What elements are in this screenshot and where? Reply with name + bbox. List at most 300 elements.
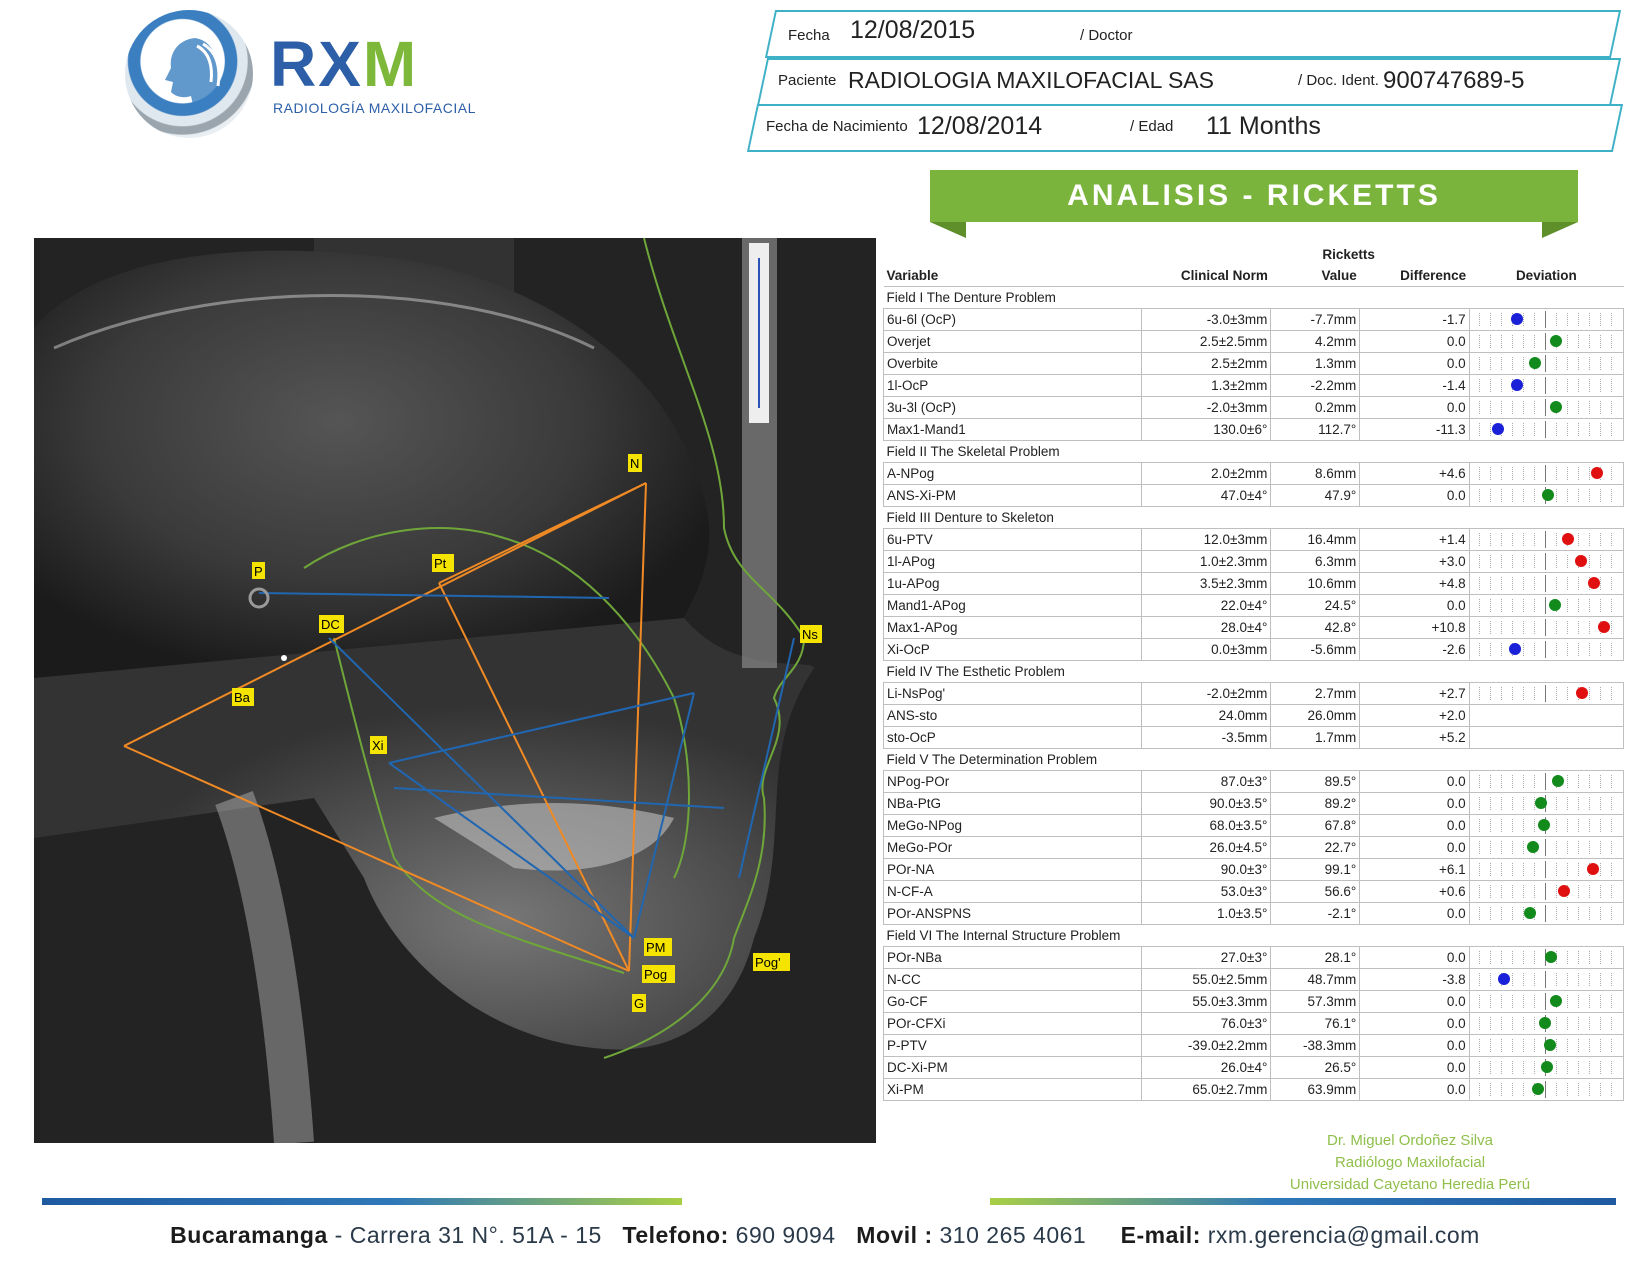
- deviation-tick: [1578, 489, 1579, 502]
- deviation-tick: [1578, 335, 1579, 348]
- value-cell: 76.1°: [1271, 1013, 1360, 1035]
- norm-cell: 90.0±3.5°: [1141, 793, 1271, 815]
- deviation-tick: [1512, 555, 1513, 568]
- deviation-tick: [1512, 687, 1513, 700]
- landmark-pt: Pt: [434, 556, 447, 571]
- value-cell: 56.6°: [1271, 881, 1360, 903]
- deviation-tick: [1534, 577, 1535, 590]
- column-header: Difference: [1400, 268, 1467, 283]
- deviation-tick: [1523, 423, 1524, 436]
- deviation-tick: [1567, 401, 1568, 414]
- edad-label: / Edad: [1130, 118, 1174, 135]
- banner-fold-right: [1542, 222, 1578, 238]
- table-row: [884, 903, 1624, 925]
- difference-cell: 0.0: [1360, 595, 1469, 617]
- difference-cell: 0.0: [1360, 771, 1469, 793]
- deviation-tick: [1501, 1083, 1502, 1096]
- footer-tel-label: Telefono:: [622, 1222, 729, 1248]
- norm-cell: 55.0±3.3mm: [1141, 991, 1271, 1013]
- deviation-tick: [1512, 841, 1513, 854]
- norm-cell: 55.0±2.5mm: [1141, 969, 1271, 991]
- deviation-tick: [1490, 379, 1491, 392]
- deviation-tick: [1534, 643, 1535, 656]
- deviation-tick: [1556, 555, 1557, 568]
- deviation-cell: [1469, 727, 1623, 749]
- landmark-pm: PM: [646, 940, 666, 955]
- footer-contact: [0, 1222, 1650, 1249]
- deviation-tick: [1611, 1061, 1612, 1074]
- deviation-tick: [1589, 489, 1590, 502]
- column-header: Variable: [886, 268, 939, 283]
- footer-address: - Carrera 31 N°. 51A - 15: [334, 1222, 602, 1248]
- norm-cell: 68.0±3.5°: [1141, 815, 1271, 837]
- deviation-tick: [1600, 841, 1601, 854]
- deviation-tick: [1501, 885, 1502, 898]
- norm-cell: 26.0±4°: [1141, 1057, 1271, 1079]
- deviation-tick: [1578, 797, 1579, 810]
- footer-email-label: E-mail:: [1120, 1222, 1201, 1248]
- table-row: [884, 463, 1624, 485]
- deviation-tick: [1512, 1061, 1513, 1074]
- deviation-tick: [1600, 423, 1601, 436]
- deviation-tick: [1567, 819, 1568, 832]
- norm-cell: 2.5±2.5mm: [1141, 331, 1271, 353]
- deviation-tick: [1490, 621, 1491, 634]
- deviation-tick: [1611, 577, 1612, 590]
- section-row: [884, 661, 1624, 683]
- norm-cell: 27.0±3°: [1141, 947, 1271, 969]
- deviation-tick: [1479, 775, 1480, 788]
- deviation-tick: [1589, 467, 1590, 480]
- deviation-tick: [1556, 357, 1557, 370]
- variable-cell: POr-CFXi: [884, 1013, 1142, 1035]
- value-cell: -5.6mm: [1271, 639, 1360, 661]
- variable-cell: Max1-Mand1: [884, 419, 1142, 441]
- deviation-cell: [1469, 529, 1623, 551]
- docident-label: / Doc. Ident.: [1298, 72, 1379, 89]
- deviation-tick: [1611, 995, 1612, 1008]
- deviation-dot: [1549, 599, 1561, 611]
- deviation-tick: [1523, 599, 1524, 612]
- table-row: [884, 617, 1624, 639]
- deviation-tick: [1600, 379, 1601, 392]
- landmark-p: P: [254, 564, 263, 579]
- deviation-tick: [1600, 995, 1601, 1008]
- deviation-dot: [1542, 489, 1554, 501]
- deviation-tick: [1534, 1061, 1535, 1074]
- deviation-tick: [1578, 577, 1579, 590]
- deviation-tick: [1578, 1039, 1579, 1052]
- deviation-tick: [1556, 533, 1557, 546]
- deviation-tick: [1589, 599, 1590, 612]
- deviation-tick: [1567, 995, 1568, 1008]
- deviation-tick: [1501, 489, 1502, 502]
- deviation-tick: [1490, 467, 1491, 480]
- deviation-tick: [1501, 907, 1502, 920]
- table-row: [884, 485, 1624, 507]
- deviation-tick: [1600, 1017, 1601, 1030]
- deviation-tick: [1479, 577, 1480, 590]
- deviation-tick: [1600, 335, 1601, 348]
- deviation-tick: [1512, 995, 1513, 1008]
- variable-cell: NPog-POr: [884, 771, 1142, 793]
- deviation-tick: [1567, 621, 1568, 634]
- deviation-tick: [1523, 687, 1524, 700]
- deviation-tick: [1589, 775, 1590, 788]
- deviation-tick: [1556, 379, 1557, 392]
- variable-cell: 6u-6l (OcP): [884, 309, 1142, 331]
- deviation-tick: [1490, 863, 1491, 876]
- table-row: [884, 595, 1624, 617]
- deviation-center-line: [1545, 377, 1546, 394]
- deviation-tick: [1578, 885, 1579, 898]
- deviation-tick: [1567, 775, 1568, 788]
- deviation-tick: [1534, 973, 1535, 986]
- deviation-tick: [1523, 885, 1524, 898]
- landmark-n: N: [630, 456, 640, 471]
- deviation-cell: [1469, 309, 1623, 331]
- deviation-tick: [1611, 489, 1612, 502]
- deviation-tick: [1534, 621, 1535, 634]
- deviation-tick: [1523, 951, 1524, 964]
- deviation-cell: [1469, 1035, 1623, 1057]
- deviation-tick: [1600, 401, 1601, 414]
- deviation-dot: [1562, 533, 1574, 545]
- deviation-cell: [1469, 595, 1623, 617]
- value-cell: 26.0mm: [1271, 705, 1360, 727]
- deviation-tick: [1490, 885, 1491, 898]
- deviation-tick: [1490, 819, 1491, 832]
- deviation-tick: [1512, 423, 1513, 436]
- difference-cell: 0.0: [1360, 1079, 1469, 1101]
- deviation-tick: [1479, 819, 1480, 832]
- section-row: [884, 507, 1624, 529]
- deviation-tick: [1534, 819, 1535, 832]
- landmark-ba: Ba: [234, 690, 250, 705]
- analysis-title: ANALISIS - RICKETTS: [930, 170, 1578, 222]
- deviation-tick: [1567, 599, 1568, 612]
- landmark-dc: DC: [321, 617, 340, 632]
- norm-cell: 47.0±4°: [1141, 485, 1271, 507]
- difference-cell: -1.4: [1360, 375, 1469, 397]
- landmark-ns: Ns: [802, 627, 818, 642]
- deviation-tick: [1479, 379, 1480, 392]
- deviation-tick: [1479, 621, 1480, 634]
- deviation-cell: [1469, 1057, 1623, 1079]
- deviation-tick: [1534, 885, 1535, 898]
- deviation-tick: [1556, 863, 1557, 876]
- deviation-tick: [1479, 467, 1480, 480]
- difference-cell: 0.0: [1360, 1013, 1469, 1035]
- deviation-tick: [1479, 335, 1480, 348]
- difference-cell: 0.0: [1360, 947, 1469, 969]
- deviation-tick: [1611, 555, 1612, 568]
- deviation-tick: [1534, 555, 1535, 568]
- value-cell: 24.5°: [1271, 595, 1360, 617]
- difference-cell: +5.2: [1360, 727, 1469, 749]
- deviation-dot: [1498, 973, 1510, 985]
- norm-cell: 130.0±6°: [1141, 419, 1271, 441]
- deviation-tick: [1578, 841, 1579, 854]
- paciente-value: RADIOLOGIA MAXILOFACIAL SAS: [848, 67, 1214, 93]
- table-column-header-row: [884, 265, 1624, 287]
- deviation-tick: [1501, 555, 1502, 568]
- deviation-tick: [1490, 797, 1491, 810]
- deviation-tick: [1534, 489, 1535, 502]
- deviation-center-line: [1545, 399, 1546, 416]
- value-cell: 6.3mm: [1271, 551, 1360, 573]
- value-cell: 1.3mm: [1271, 353, 1360, 375]
- cephalometric-xray: [34, 238, 876, 1143]
- deviation-dot: [1511, 379, 1523, 391]
- deviation-tick: [1556, 423, 1557, 436]
- deviation-cell: [1469, 969, 1623, 991]
- deviation-tick: [1523, 1061, 1524, 1074]
- difference-cell: 0.0: [1360, 837, 1469, 859]
- deviation-tick: [1567, 863, 1568, 876]
- deviation-dot: [1509, 643, 1521, 655]
- deviation-tick: [1600, 775, 1601, 788]
- nacimiento-value: 12/08/2014: [917, 112, 1043, 140]
- deviation-tick: [1534, 1017, 1535, 1030]
- value-cell: 99.1°: [1271, 859, 1360, 881]
- deviation-tick: [1567, 555, 1568, 568]
- deviation-tick: [1490, 907, 1491, 920]
- deviation-dot: [1550, 995, 1562, 1007]
- deviation-tick: [1600, 973, 1601, 986]
- deviation-tick: [1556, 1017, 1557, 1030]
- deviation-center-line: [1545, 685, 1546, 702]
- table-row: [884, 551, 1624, 573]
- deviation-tick: [1501, 577, 1502, 590]
- value-cell: 57.3mm: [1271, 991, 1360, 1013]
- section-row: [884, 287, 1624, 309]
- deviation-cell: [1469, 1013, 1623, 1035]
- deviation-tick: [1589, 687, 1590, 700]
- table-row: [884, 419, 1624, 441]
- deviation-tick: [1523, 841, 1524, 854]
- deviation-tick: [1512, 775, 1513, 788]
- deviation-tick: [1556, 1039, 1557, 1052]
- deviation-tick: [1578, 1017, 1579, 1030]
- norm-cell: -3.5mm: [1141, 727, 1271, 749]
- deviation-tick: [1501, 1017, 1502, 1030]
- deviation-tick: [1512, 1083, 1513, 1096]
- deviation-tick: [1490, 423, 1491, 436]
- deviation-tick: [1523, 577, 1524, 590]
- difference-cell: 0.0: [1360, 991, 1469, 1013]
- table-row: [884, 573, 1624, 595]
- deviation-dot: [1575, 555, 1587, 567]
- deviation-tick: [1556, 885, 1557, 898]
- footer-movil-label: Movil :: [856, 1222, 933, 1248]
- deviation-cell: [1469, 991, 1623, 1013]
- deviation-tick: [1600, 863, 1601, 876]
- deviation-tick: [1523, 621, 1524, 634]
- value-cell: 42.8°: [1271, 617, 1360, 639]
- deviation-tick: [1578, 973, 1579, 986]
- deviation-tick: [1567, 313, 1568, 326]
- difference-cell: 0.0: [1360, 793, 1469, 815]
- deviation-dot: [1532, 1083, 1544, 1095]
- deviation-tick: [1490, 1039, 1491, 1052]
- deviation-tick: [1501, 379, 1502, 392]
- deviation-tick: [1501, 995, 1502, 1008]
- deviation-tick: [1567, 467, 1568, 480]
- deviation-tick: [1523, 797, 1524, 810]
- difference-cell: -3.8: [1360, 969, 1469, 991]
- value-cell: -2.1°: [1271, 903, 1360, 925]
- norm-cell: 87.0±3°: [1141, 771, 1271, 793]
- deviation-tick: [1479, 1039, 1480, 1052]
- deviation-dot: [1588, 577, 1600, 589]
- deviation-tick: [1490, 1017, 1491, 1030]
- deviation-tick: [1600, 1083, 1601, 1096]
- table-row: [884, 771, 1624, 793]
- table-row: [884, 529, 1624, 551]
- section-title: Field IV The Esthetic Problem: [884, 661, 1624, 683]
- difference-cell: +1.4: [1360, 529, 1469, 551]
- deviation-tick: [1611, 797, 1612, 810]
- deviation-cell: [1469, 683, 1623, 705]
- variable-cell: Li-NsPog': [884, 683, 1142, 705]
- deviation-tick: [1523, 555, 1524, 568]
- deviation-tick: [1578, 995, 1579, 1008]
- difference-cell: 0.0: [1360, 1035, 1469, 1057]
- deviation-tick: [1512, 401, 1513, 414]
- deviation-tick: [1490, 313, 1491, 326]
- deviation-tick: [1490, 533, 1491, 546]
- deviation-tick: [1479, 687, 1480, 700]
- deviation-cell: [1469, 815, 1623, 837]
- value-cell: 48.7mm: [1271, 969, 1360, 991]
- deviation-cell: [1469, 903, 1623, 925]
- deviation-tick: [1501, 643, 1502, 656]
- table-row: [884, 837, 1624, 859]
- norm-cell: 65.0±2.7mm: [1141, 1079, 1271, 1101]
- deviation-dot: [1545, 951, 1557, 963]
- deviation-tick: [1534, 379, 1535, 392]
- deviation-tick: [1567, 951, 1568, 964]
- norm-cell: 2.0±2mm: [1141, 463, 1271, 485]
- footer-bar-left: [42, 1198, 682, 1205]
- deviation-tick: [1523, 819, 1524, 832]
- section-row: [884, 749, 1624, 771]
- deviation-tick: [1490, 555, 1491, 568]
- deviation-tick: [1512, 599, 1513, 612]
- footer-tel: 690 9094: [735, 1222, 836, 1248]
- value-cell: 47.9°: [1271, 485, 1360, 507]
- deviation-tick: [1589, 379, 1590, 392]
- deviation-tick: [1611, 1017, 1612, 1030]
- deviation-cell: [1469, 793, 1623, 815]
- deviation-tick: [1589, 335, 1590, 348]
- signature-name: Dr. Miguel Ordoñez Silva: [1327, 1132, 1493, 1149]
- logo-face-icon: [125, 10, 253, 138]
- deviation-tick: [1578, 621, 1579, 634]
- norm-cell: 2.5±2mm: [1141, 353, 1271, 375]
- deviation-cell: [1469, 485, 1623, 507]
- ricketts-table: [883, 244, 1624, 1101]
- deviation-center-line: [1545, 465, 1546, 482]
- difference-cell: +2.0: [1360, 705, 1469, 727]
- deviation-tick: [1600, 357, 1601, 370]
- deviation-dot: [1492, 423, 1504, 435]
- deviation-tick: [1512, 533, 1513, 546]
- column-header: Clinical Norm: [1180, 268, 1268, 283]
- deviation-tick: [1534, 599, 1535, 612]
- deviation-tick: [1490, 489, 1491, 502]
- landmark-pog-soft: Pog': [755, 955, 781, 970]
- deviation-tick: [1479, 555, 1480, 568]
- deviation-tick: [1556, 973, 1557, 986]
- variable-cell: sto-OcP: [884, 727, 1142, 749]
- deviation-cell: [1469, 397, 1623, 419]
- column-header: Deviation: [1515, 268, 1577, 283]
- deviation-tick: [1600, 599, 1601, 612]
- deviation-tick: [1479, 841, 1480, 854]
- deviation-tick: [1490, 401, 1491, 414]
- deviation-center-line: [1545, 1081, 1546, 1098]
- table-row: [884, 1079, 1624, 1101]
- deviation-tick: [1479, 401, 1480, 414]
- table-row: [884, 375, 1624, 397]
- deviation-tick: [1600, 797, 1601, 810]
- paciente-label: Paciente: [778, 72, 837, 89]
- table-row: [884, 353, 1624, 375]
- deviation-tick: [1490, 973, 1491, 986]
- deviation-tick: [1567, 841, 1568, 854]
- deviation-tick: [1611, 335, 1612, 348]
- deviation-center-line: [1545, 861, 1546, 878]
- deviation-tick: [1556, 467, 1557, 480]
- norm-cell: 26.0±4.5°: [1141, 837, 1271, 859]
- table-row: [884, 991, 1624, 1013]
- deviation-dot: [1591, 467, 1603, 479]
- table-row: [884, 1035, 1624, 1057]
- deviation-tick: [1534, 863, 1535, 876]
- deviation-tick: [1589, 357, 1590, 370]
- deviation-tick: [1611, 423, 1612, 436]
- deviation-tick: [1589, 401, 1590, 414]
- deviation-cell: [1469, 551, 1623, 573]
- deviation-center-line: [1545, 641, 1546, 658]
- deviation-cell: [1469, 639, 1623, 661]
- variable-cell: POr-ANSPNS: [884, 903, 1142, 925]
- variable-cell: Go-CF: [884, 991, 1142, 1013]
- deviation-tick: [1611, 379, 1612, 392]
- deviation-tick: [1611, 467, 1612, 480]
- deviation-tick: [1578, 951, 1579, 964]
- deviation-tick: [1578, 533, 1579, 546]
- norm-cell: -2.0±3mm: [1141, 397, 1271, 419]
- deviation-tick: [1600, 819, 1601, 832]
- deviation-tick: [1501, 797, 1502, 810]
- deviation-dot: [1541, 1061, 1553, 1073]
- variable-cell: 6u-PTV: [884, 529, 1142, 551]
- deviation-cell: [1469, 837, 1623, 859]
- section-row: [884, 925, 1624, 947]
- nacimiento-label: Fecha de Nacimiento: [766, 118, 908, 135]
- deviation-tick: [1523, 1017, 1524, 1030]
- value-cell: 26.5°: [1271, 1057, 1360, 1079]
- difference-cell: +6.1: [1360, 859, 1469, 881]
- deviation-tick: [1567, 1017, 1568, 1030]
- value-cell: -38.3mm: [1271, 1035, 1360, 1057]
- deviation-tick: [1556, 1061, 1557, 1074]
- deviation-tick: [1501, 841, 1502, 854]
- deviation-tick: [1611, 599, 1612, 612]
